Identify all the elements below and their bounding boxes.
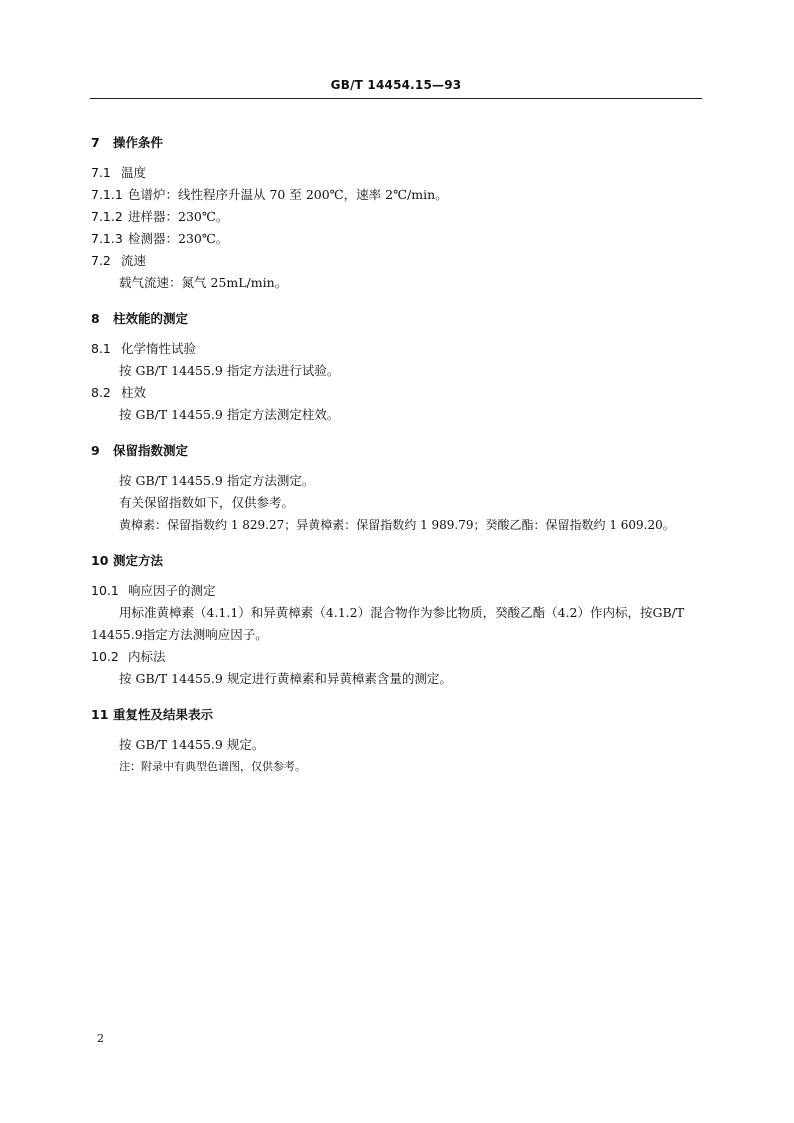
section-10-2 — [91, 646, 703, 668]
subsection-title: 响应因子的测定 — [128, 583, 216, 598]
section-8-heading — [91, 308, 703, 330]
paragraph: 有关保留指数如下，仅供参考。 — [119, 495, 295, 510]
subsection-number: 7.1.1 — [91, 187, 123, 202]
section-number: 7 — [91, 135, 100, 150]
subsection-text: 色谱炉：线性程序升温从 70 至 200℃，速率 2℃/min。 — [128, 187, 448, 202]
section-title: 重复性及结果表示 — [113, 707, 214, 722]
section-number: 10 — [91, 553, 109, 568]
subsection-text: 检测器：230℃。 — [128, 231, 229, 246]
section-7-1-3 — [91, 228, 703, 250]
document-body — [91, 126, 703, 778]
paragraph: 按 GB/T 14455.9 指定方法测定柱效。 — [119, 407, 340, 422]
section-number: 8 — [91, 311, 100, 326]
note: 注：附录中有典型色谱图，仅供参考。 — [119, 760, 306, 773]
subsection-number: 8.1 — [91, 341, 111, 356]
paragraph: 用标准黄樟素（4.1.1）和异黄樟素（4.1.2）混合物作为参比物质，癸酸乙酯（4.2）作内标，按GB/T 14455.9指定方法测响应因子。 — [91, 605, 685, 642]
section-title: 保留指数测定 — [113, 443, 189, 458]
section-10-heading — [91, 550, 703, 572]
paragraph: 黄樟素：保留指数约 1 829.27；异黄樟素：保留指数约 1 989.79；癸酸乙酯：保留指数约 1 609.20。 — [119, 518, 675, 532]
section-7-1-1 — [91, 184, 703, 206]
paragraph: 按 GB/T 14455.9 规定。 — [119, 737, 265, 752]
subsection-text: 进样器：230℃。 — [128, 209, 229, 224]
page-number: 2 — [97, 1032, 104, 1045]
section-title: 柱效能的测定 — [113, 311, 189, 326]
subsection-number: 7.1.3 — [91, 231, 123, 246]
subsection-title: 柱效 — [121, 385, 147, 400]
subsection-number: 10.1 — [91, 583, 119, 598]
section-9-heading — [91, 440, 703, 462]
subsection-number: 7.1.2 — [91, 209, 123, 224]
section-8-1 — [91, 338, 703, 360]
section-11-heading — [91, 704, 703, 726]
subsection-number: 7.1 — [91, 165, 111, 180]
subsection-number: 7.2 — [91, 253, 111, 268]
paragraph: 按 GB/T 14455.9 规定进行黄樟素和异黄樟素含量的测定。 — [119, 671, 452, 686]
subsection-title: 化学惰性试验 — [121, 341, 197, 356]
header-rule — [90, 98, 702, 99]
section-7-heading — [91, 132, 703, 154]
subsection-number: 10.2 — [91, 649, 119, 664]
section-title: 测定方法 — [113, 553, 164, 568]
section-number: 9 — [91, 443, 100, 458]
paragraph: 载气流速：氮气 25mL/min。 — [119, 275, 288, 290]
subsection-title: 内标法 — [128, 649, 166, 664]
section-7-2 — [91, 250, 703, 272]
subsection-title: 流速 — [121, 253, 147, 268]
section-7-1 — [91, 162, 703, 184]
section-number: 11 — [91, 707, 109, 722]
subsection-number: 8.2 — [91, 385, 111, 400]
paragraph: 按 GB/T 14455.9 指定方法进行试验。 — [119, 363, 340, 378]
section-title: 操作条件 — [113, 135, 164, 150]
document-header: GB/T 14454.15—93 — [330, 78, 462, 92]
section-8-2 — [91, 382, 703, 404]
subsection-title: 温度 — [121, 165, 147, 180]
section-7-1-2 — [91, 206, 703, 228]
section-10-1 — [91, 580, 703, 602]
paragraph: 按 GB/T 14455.9 指定方法测定。 — [119, 473, 315, 488]
